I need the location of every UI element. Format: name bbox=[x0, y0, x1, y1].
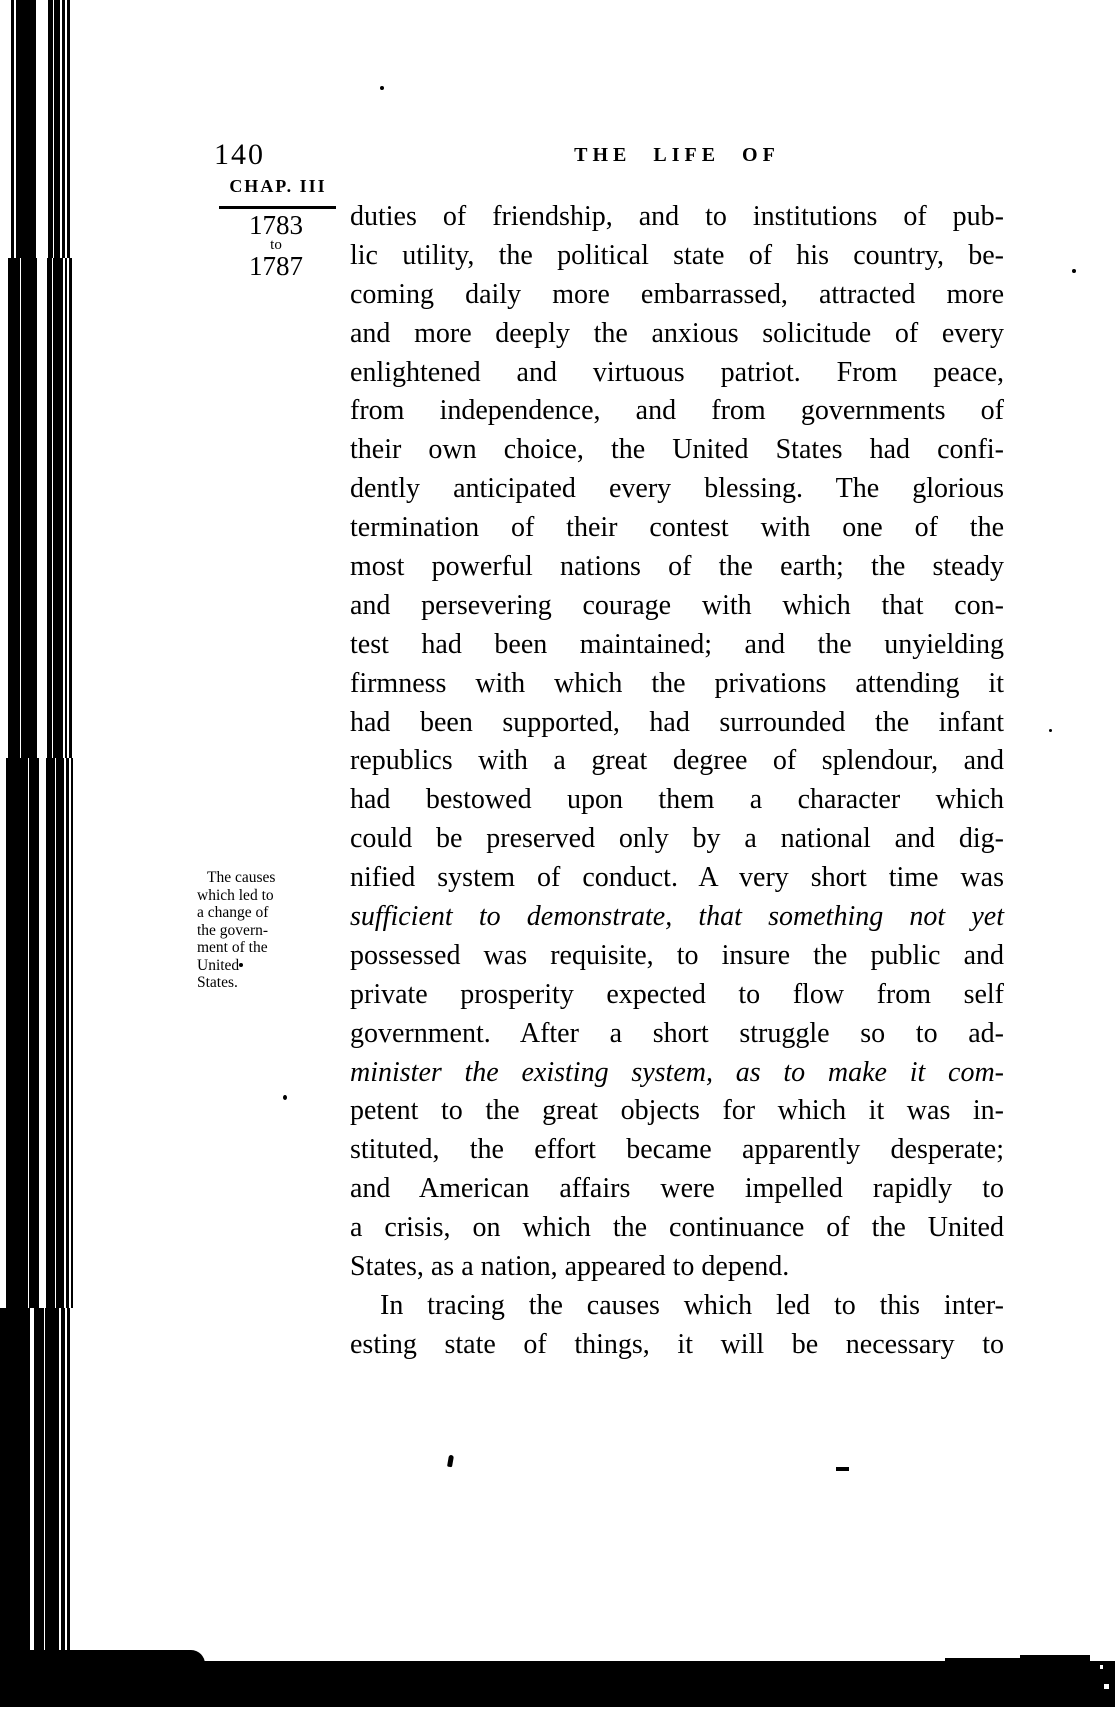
date-end: 1787 bbox=[249, 251, 303, 281]
body-line: enlightened and virtuous patriot. From peace, bbox=[350, 356, 1004, 388]
body-line: from independence, and from governments of bbox=[350, 395, 1004, 427]
body-line: dently anticipated every blessing. The glorious bbox=[350, 473, 1004, 505]
date-range bbox=[220, 211, 332, 280]
body-line: their own choice, the United States had confi- bbox=[350, 434, 1004, 466]
scan-artifact-left-band bbox=[0, 1308, 78, 1660]
sidenote-line: States. bbox=[197, 974, 238, 991]
body-line: minister the existing system, as to make it com- bbox=[350, 1056, 1004, 1088]
body-line: had been supported, had surrounded the infant bbox=[350, 706, 1004, 738]
body-line: termination of their contest with one of the bbox=[350, 512, 1004, 544]
body-line: and American affairs were impelled rapidly to bbox=[350, 1173, 1004, 1205]
body-line: stituted, the effort became apparently desperate; bbox=[350, 1134, 1004, 1166]
scan-artifact-left-band bbox=[0, 258, 78, 758]
page-number: 140 bbox=[214, 138, 265, 171]
date-connector: to bbox=[270, 237, 282, 253]
body-line: sufficient to demonstrate, that something not yet bbox=[350, 901, 1004, 933]
sidenote-line: The causes bbox=[207, 869, 276, 886]
body-line: petent to the great objects for which it was in- bbox=[350, 1095, 1004, 1127]
body-line: firmness with which the privations attending it bbox=[350, 667, 1004, 699]
scan-comma-mark bbox=[447, 1455, 454, 1468]
sidenote-line: the govern- bbox=[197, 921, 269, 939]
sidenote-line: a change of bbox=[197, 904, 269, 921]
body-line: private prosperity expected to flow from self bbox=[350, 978, 1004, 1010]
running-header: THE LIFE OF bbox=[574, 144, 780, 166]
body-line: most powerful nations of the earth; the steady bbox=[350, 551, 1004, 583]
scan-speck bbox=[1072, 269, 1076, 273]
body-line: and persevering courage with which that con- bbox=[350, 589, 1004, 621]
sidenote-line: which led to bbox=[197, 886, 274, 904]
body-line: and more deeply the anxious solicitude of every bbox=[350, 317, 1004, 349]
body-line: duties of friendship, and to institutions of pub- bbox=[350, 201, 1004, 232]
scan-speck bbox=[283, 1095, 287, 1100]
sidenote-line: ment of the bbox=[197, 939, 268, 956]
body-line: coming daily more embarrassed, attracted more bbox=[350, 278, 1004, 310]
chapter-rule bbox=[219, 206, 336, 209]
scan-artifact-left-band bbox=[0, 0, 78, 258]
scan-artifact-ragged-edge bbox=[1020, 1655, 1090, 1663]
sidenote bbox=[197, 869, 307, 992]
body-line: test had been maintained; and the unyielding bbox=[350, 628, 1004, 660]
body-line: States, as a nation, appeared to depend. bbox=[350, 1251, 790, 1283]
body-line: possessed was requisite, to insure the public and bbox=[350, 939, 1004, 971]
body-line: had bestowed upon them a character which bbox=[350, 784, 1004, 816]
scan-dash-mark bbox=[836, 1467, 849, 1471]
scan-speck bbox=[1104, 1684, 1109, 1689]
body-line: republics with a great degree of splendour, and bbox=[350, 745, 1004, 777]
body-line: government. After a short struggle so to ad- bbox=[350, 1017, 1004, 1049]
body-line: a crisis, on which the continuance of the United bbox=[350, 1212, 1004, 1244]
scan-artifact-left-band bbox=[0, 758, 78, 1308]
body-line: esting state of things, it will be necessary to bbox=[350, 1328, 1004, 1360]
sidenote-line: United bbox=[197, 956, 240, 974]
scan-artifact-ragged-edge bbox=[945, 1658, 1025, 1663]
body-line: nified system of conduct. A very short time was bbox=[350, 862, 1004, 894]
body-line: could be preserved only by a national and dig- bbox=[350, 823, 1004, 855]
scan-speck bbox=[1049, 729, 1052, 732]
scan-speck bbox=[380, 86, 384, 90]
body-line: lic utility, the political state of his country, be- bbox=[350, 239, 1004, 271]
chapter-heading: CHAP. III bbox=[229, 176, 327, 196]
body-line: In tracing the causes which led to this inter- bbox=[380, 1289, 1004, 1321]
body-text bbox=[350, 198, 1004, 1365]
date-start: 1783 bbox=[249, 210, 303, 240]
scan-artifact-bottom-strip bbox=[0, 1661, 1115, 1707]
scan-speck bbox=[1100, 1665, 1103, 1669]
